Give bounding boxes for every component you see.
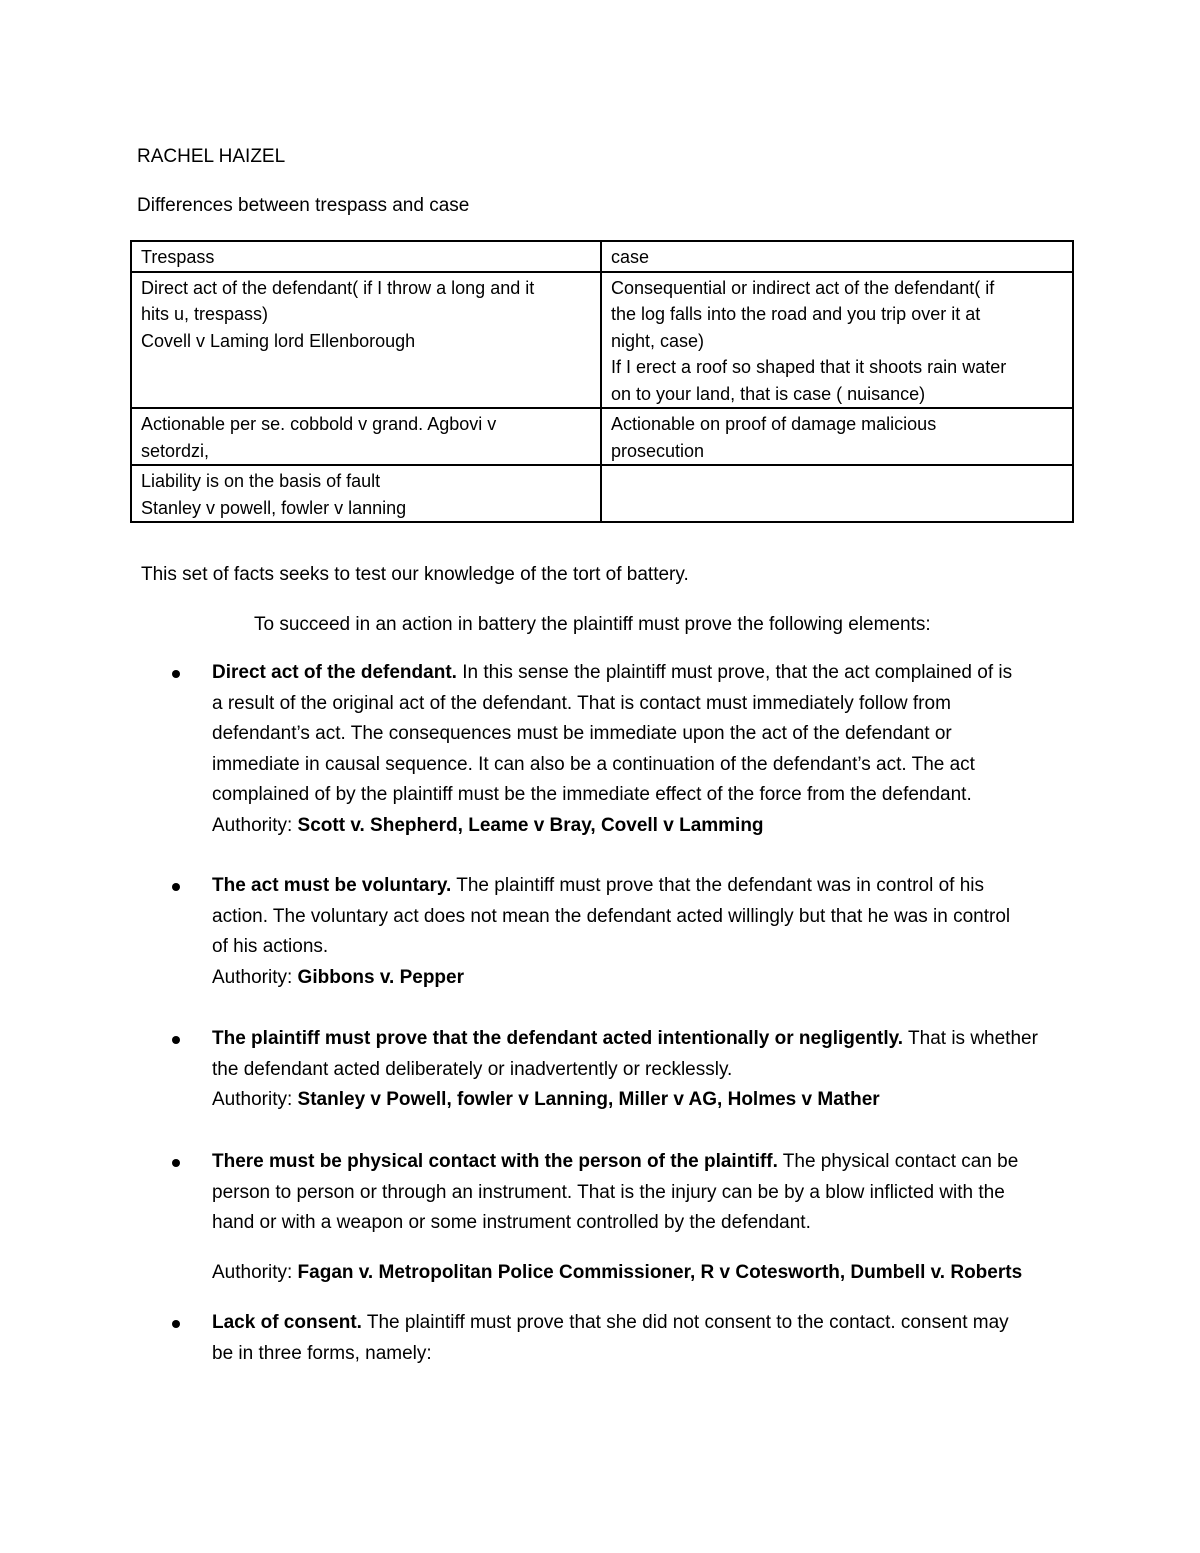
cell-text: Stanley v powell, fowler v lanning [141, 497, 407, 518]
table-cell [131, 465, 601, 522]
authority-cases: Fagan v. Metropolitan Police Commissioner, R v Cotesworth, Dumbell v. Roberts [297, 1261, 1023, 1283]
element-heading: There must be physical contact with the person of the plaintiff. [212, 1151, 778, 1172]
authority-label: Authority: [212, 1089, 298, 1110]
cell-text: Liability is on the basis of fault [141, 471, 381, 491]
authority-cases: Stanley v Powell, fowler v Lanning, Miller v AG, Holmes v Mather [297, 1089, 880, 1110]
bullet-icon [172, 1036, 180, 1044]
item-text: be in three forms, namely: [212, 1342, 432, 1364]
item-text: the defendant acted deliberately or inadvertently or recklessly. [212, 1058, 733, 1080]
cell-text: If I erect a roof so shaped that it shoots rain water [611, 357, 1007, 377]
item-text: immediate in causal sequence. It can also be a continuation of the defendant’s act. The act [212, 753, 975, 775]
cell-text: Direct act of the defendant( if I throw a long and it [141, 277, 535, 298]
authority-label: Authority: [212, 814, 298, 836]
table-cell [601, 272, 1073, 409]
item-text: of his actions. [212, 936, 329, 957]
item-line [212, 658, 1082, 689]
authority-label: Authority: [212, 1261, 298, 1283]
authority-label: Authority: [212, 966, 298, 988]
item-text: complained of by the plaintiff must be the immediate effect of the force from the defendant. [212, 784, 972, 805]
element-heading: The act must be voluntary. [212, 875, 452, 896]
table-header-cell: case [601, 241, 1073, 272]
authority-line [212, 1085, 1082, 1116]
item-text: The physical contact can be [777, 1151, 1019, 1172]
list-item [212, 871, 1082, 993]
lead-paragraph: To succeed in an action in battery the plaintiff must prove the following elements: [254, 614, 931, 635]
cell-text: night, case) [611, 330, 705, 351]
cell-text: Actionable per se. cobbold v grand. Agbovi v [141, 414, 497, 434]
bullet-icon [172, 1159, 180, 1167]
table-cell [131, 408, 601, 465]
list-item [212, 658, 1082, 841]
list-item [212, 1308, 1082, 1369]
author-name: RACHEL HAIZEL [137, 146, 286, 167]
item-line [212, 1147, 1082, 1178]
list-item [212, 1024, 1082, 1116]
item-text: That is whether [903, 1028, 1038, 1049]
authority-line [212, 1258, 1082, 1289]
item-text: The plaintiff must prove that she did not consent to the contact. consent may [361, 1312, 1009, 1333]
cell-text: hits u, trespass) [141, 304, 269, 324]
element-heading: The plaintiff must prove that the defendant acted intentionally or negligently. [212, 1028, 904, 1049]
table-row [131, 272, 1073, 409]
item-text: defendant’s act. The consequences must be immediate upon the act of the defendant or [212, 723, 952, 744]
item-text: a result of the original act of the defendant. That is contact must immediately follow from [212, 692, 951, 714]
item-text: action. The voluntary act does not mean the defendant acted willingly but that he was in control [212, 905, 1011, 927]
item-line [212, 1024, 1082, 1055]
item-text: hand or with a weapon or some instrument controlled by the defendant. [212, 1212, 811, 1233]
differences-table [130, 240, 1074, 523]
table-header-cell: Trespass [131, 241, 601, 272]
table-row [131, 408, 1073, 465]
authority-cases: Gibbons v. Pepper [297, 966, 465, 988]
document-subtitle: Differences between trespass and case [137, 195, 470, 216]
item-text: The plaintiff must prove that the defendant was in control of his [451, 875, 984, 896]
item-text: In this sense the plaintiff must prove, that the act complained of is [456, 662, 1013, 683]
cell-text: setordzi, [141, 440, 210, 461]
item-line [212, 871, 1082, 902]
bullet-icon [172, 670, 180, 678]
table-cell [601, 408, 1073, 465]
table-header-row [131, 241, 1073, 272]
authority-line [212, 811, 1082, 842]
cell-text: the log falls into the road and you trip over it at [611, 304, 981, 324]
element-heading: Lack of consent. [212, 1312, 362, 1333]
cell-text: Consequential or indirect act of the defendant( if [611, 277, 995, 298]
bullet-icon [172, 883, 180, 891]
table-row [131, 465, 1073, 522]
table-cell [131, 272, 601, 409]
cell-text: Covell v Laming lord Ellenborough [141, 330, 416, 351]
item-text: person to person or through an instrument. That is the injury can be by a blow inflicted with the [212, 1181, 1005, 1203]
element-heading: Direct act of the defendant. [212, 662, 457, 683]
authority-cases: Scott v. Shepherd, Leame v Bray, Covell v Lamming [297, 814, 764, 836]
bullet-icon [172, 1320, 180, 1328]
cell-text: Actionable on proof of damage malicious [611, 414, 937, 434]
authority-line [212, 963, 1082, 994]
item-line [212, 1308, 1082, 1339]
list-item [212, 1147, 1082, 1288]
table-cell-empty [601, 465, 1073, 522]
cell-text: prosecution [611, 440, 705, 461]
cell-text: on to your land, that is case ( nuisance) [611, 383, 926, 404]
intro-paragraph: This set of facts seeks to test our knowledge of the tort of battery. [141, 564, 689, 585]
